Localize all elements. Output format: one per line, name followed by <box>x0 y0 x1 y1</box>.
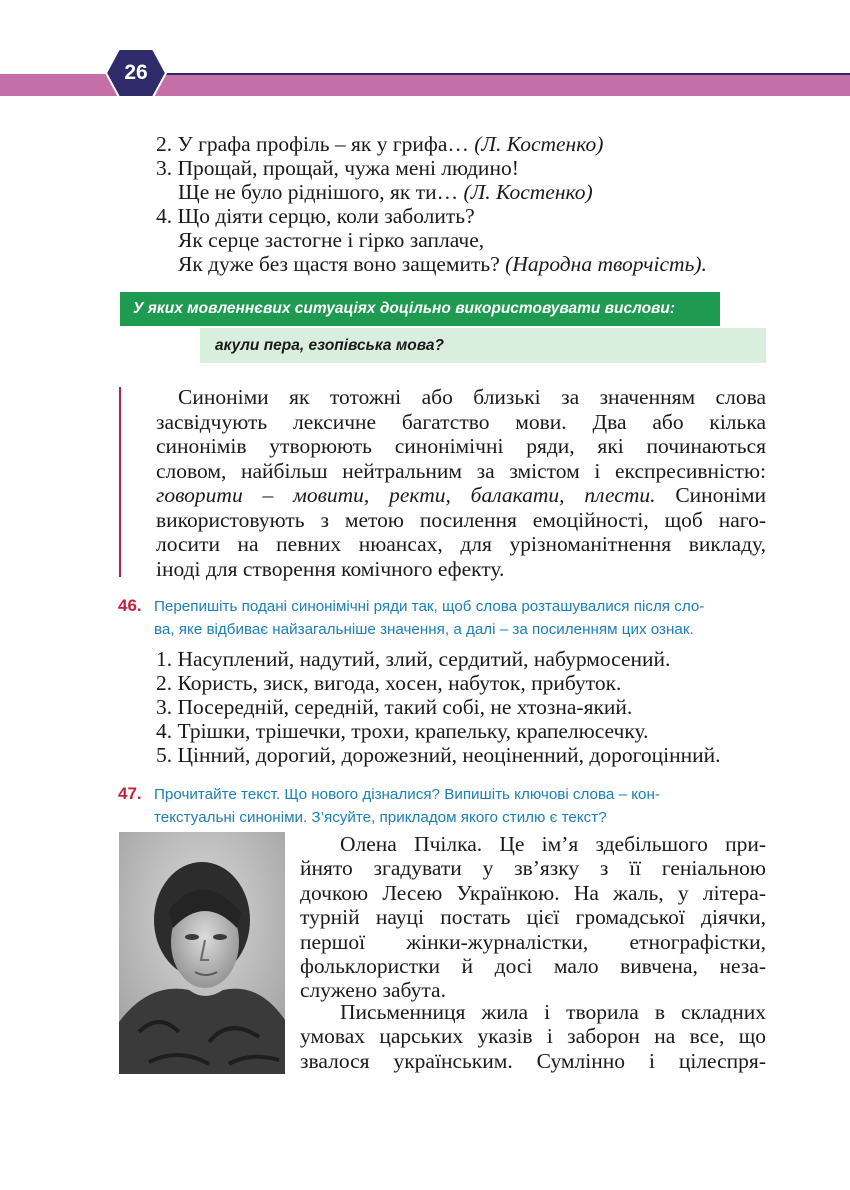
synonym-example: говорити – мовити, ректи, балакати, плести. <box>156 483 656 507</box>
exercise-46-list <box>156 647 776 767</box>
rule-line: лосити на певних нюансах, для урізноманітнення викладу, <box>156 532 766 556</box>
header-line <box>150 73 850 75</box>
exercise-47-instruction: Прочитайте текст. Що нового дізналися? Випишіть ключові слова – кон- текстуальні синоніми. З’ясуйте, прикладом якого стилю є текст? <box>154 786 660 826</box>
exercise-46-instruction: Перепишіть подані синонімічні ряди так, щоб слова розташувалися після сло- ва, яке відбиває найзагальніше значення, а далі – за посиленням цих ознак. <box>154 598 705 638</box>
list-item: 4. Трішки, трішечки, трохи, крапельку, крапелюсечку. <box>156 719 649 743</box>
poem-4-line-2: Як серце застогне і гірко заплаче, <box>178 228 485 252</box>
list-item: 1. Насуплений, надутий, злий, сердитий, набурмосений. <box>156 647 671 671</box>
rule-line-examples: говорити – мовити, ректи, балакати, плести. Синоніми <box>156 483 767 507</box>
rule-text <box>156 385 766 581</box>
question-box-phrases: акули пера, езопівська мова? <box>200 328 766 363</box>
exercise-47-paragraph-1: Олена Пчілка. Це ім’я здебільшого при- йнято згадувати у зв’язку з її геніальною дочкою Лесею Українкою. На жаль, у літера- турній науці постать цієї громадської діячки, першої жінки-журналістки, етнографістки, фольклористки й досі мало вивчена, неза- служено забута. <box>300 832 766 1003</box>
poem-2-line-1: 2. У графа профіль – як у грифа… (Л. Костенко) <box>156 132 604 156</box>
page-number: 26 <box>124 61 148 84</box>
rule-accent-bar <box>119 387 121 577</box>
exercise-47-number: 47. <box>118 784 142 803</box>
rule-line: засвідчують лексичне багатство мови. Два або кілька <box>156 409 766 434</box>
poem-4-line-1: 4. Що діяти серцю, коли заболить? <box>156 204 475 228</box>
rule-line: синонімів утворюють синонімічні ряди, які починаються <box>156 434 766 458</box>
poem-examples <box>156 132 776 276</box>
portrait-photo <box>119 832 285 1074</box>
rule-line: використовують з метою посилення емоційності, щоб наго- <box>156 507 766 532</box>
list-item: 2. Користь, зиск, вигода, хосен, набуток, прибуток. <box>156 671 622 695</box>
poem-3-line-2: Ще не було ріднішого, як ти… (Л. Костенко) <box>178 180 593 204</box>
poem-4-line-3: Як дуже без щастя воно защемить? (Народна творчість). <box>178 252 707 276</box>
rule-line: іноді для створення комічного ефекту. <box>156 556 505 581</box>
exercise-47-paragraph-2: Письменниця жила і творила в складних умовах царських указів і заборон на все, що звалося українським. Сумлінно і цілеспря- <box>300 1000 766 1073</box>
rule-line: словом, найбільш нейтральним за змістом і експресивністю: <box>156 458 766 483</box>
poem-3-line-1: 3. Прощай, прощай, чужа мені людино! <box>156 156 519 180</box>
list-item: 3. Посередній, середній, такий собі, не хтозна-який. <box>156 695 633 719</box>
list-item: 5. Цінний, дорогий, дорожезний, неоціненний, дорогоцінний. <box>156 743 721 767</box>
exercise-46-number: 46. <box>118 596 142 615</box>
question-box-title: У яких мовленнєвих ситуаціях доцільно використовувати вислови: <box>120 292 720 326</box>
rule-line: Синоніми як тотожні або близькі за значенням слова <box>178 385 766 409</box>
